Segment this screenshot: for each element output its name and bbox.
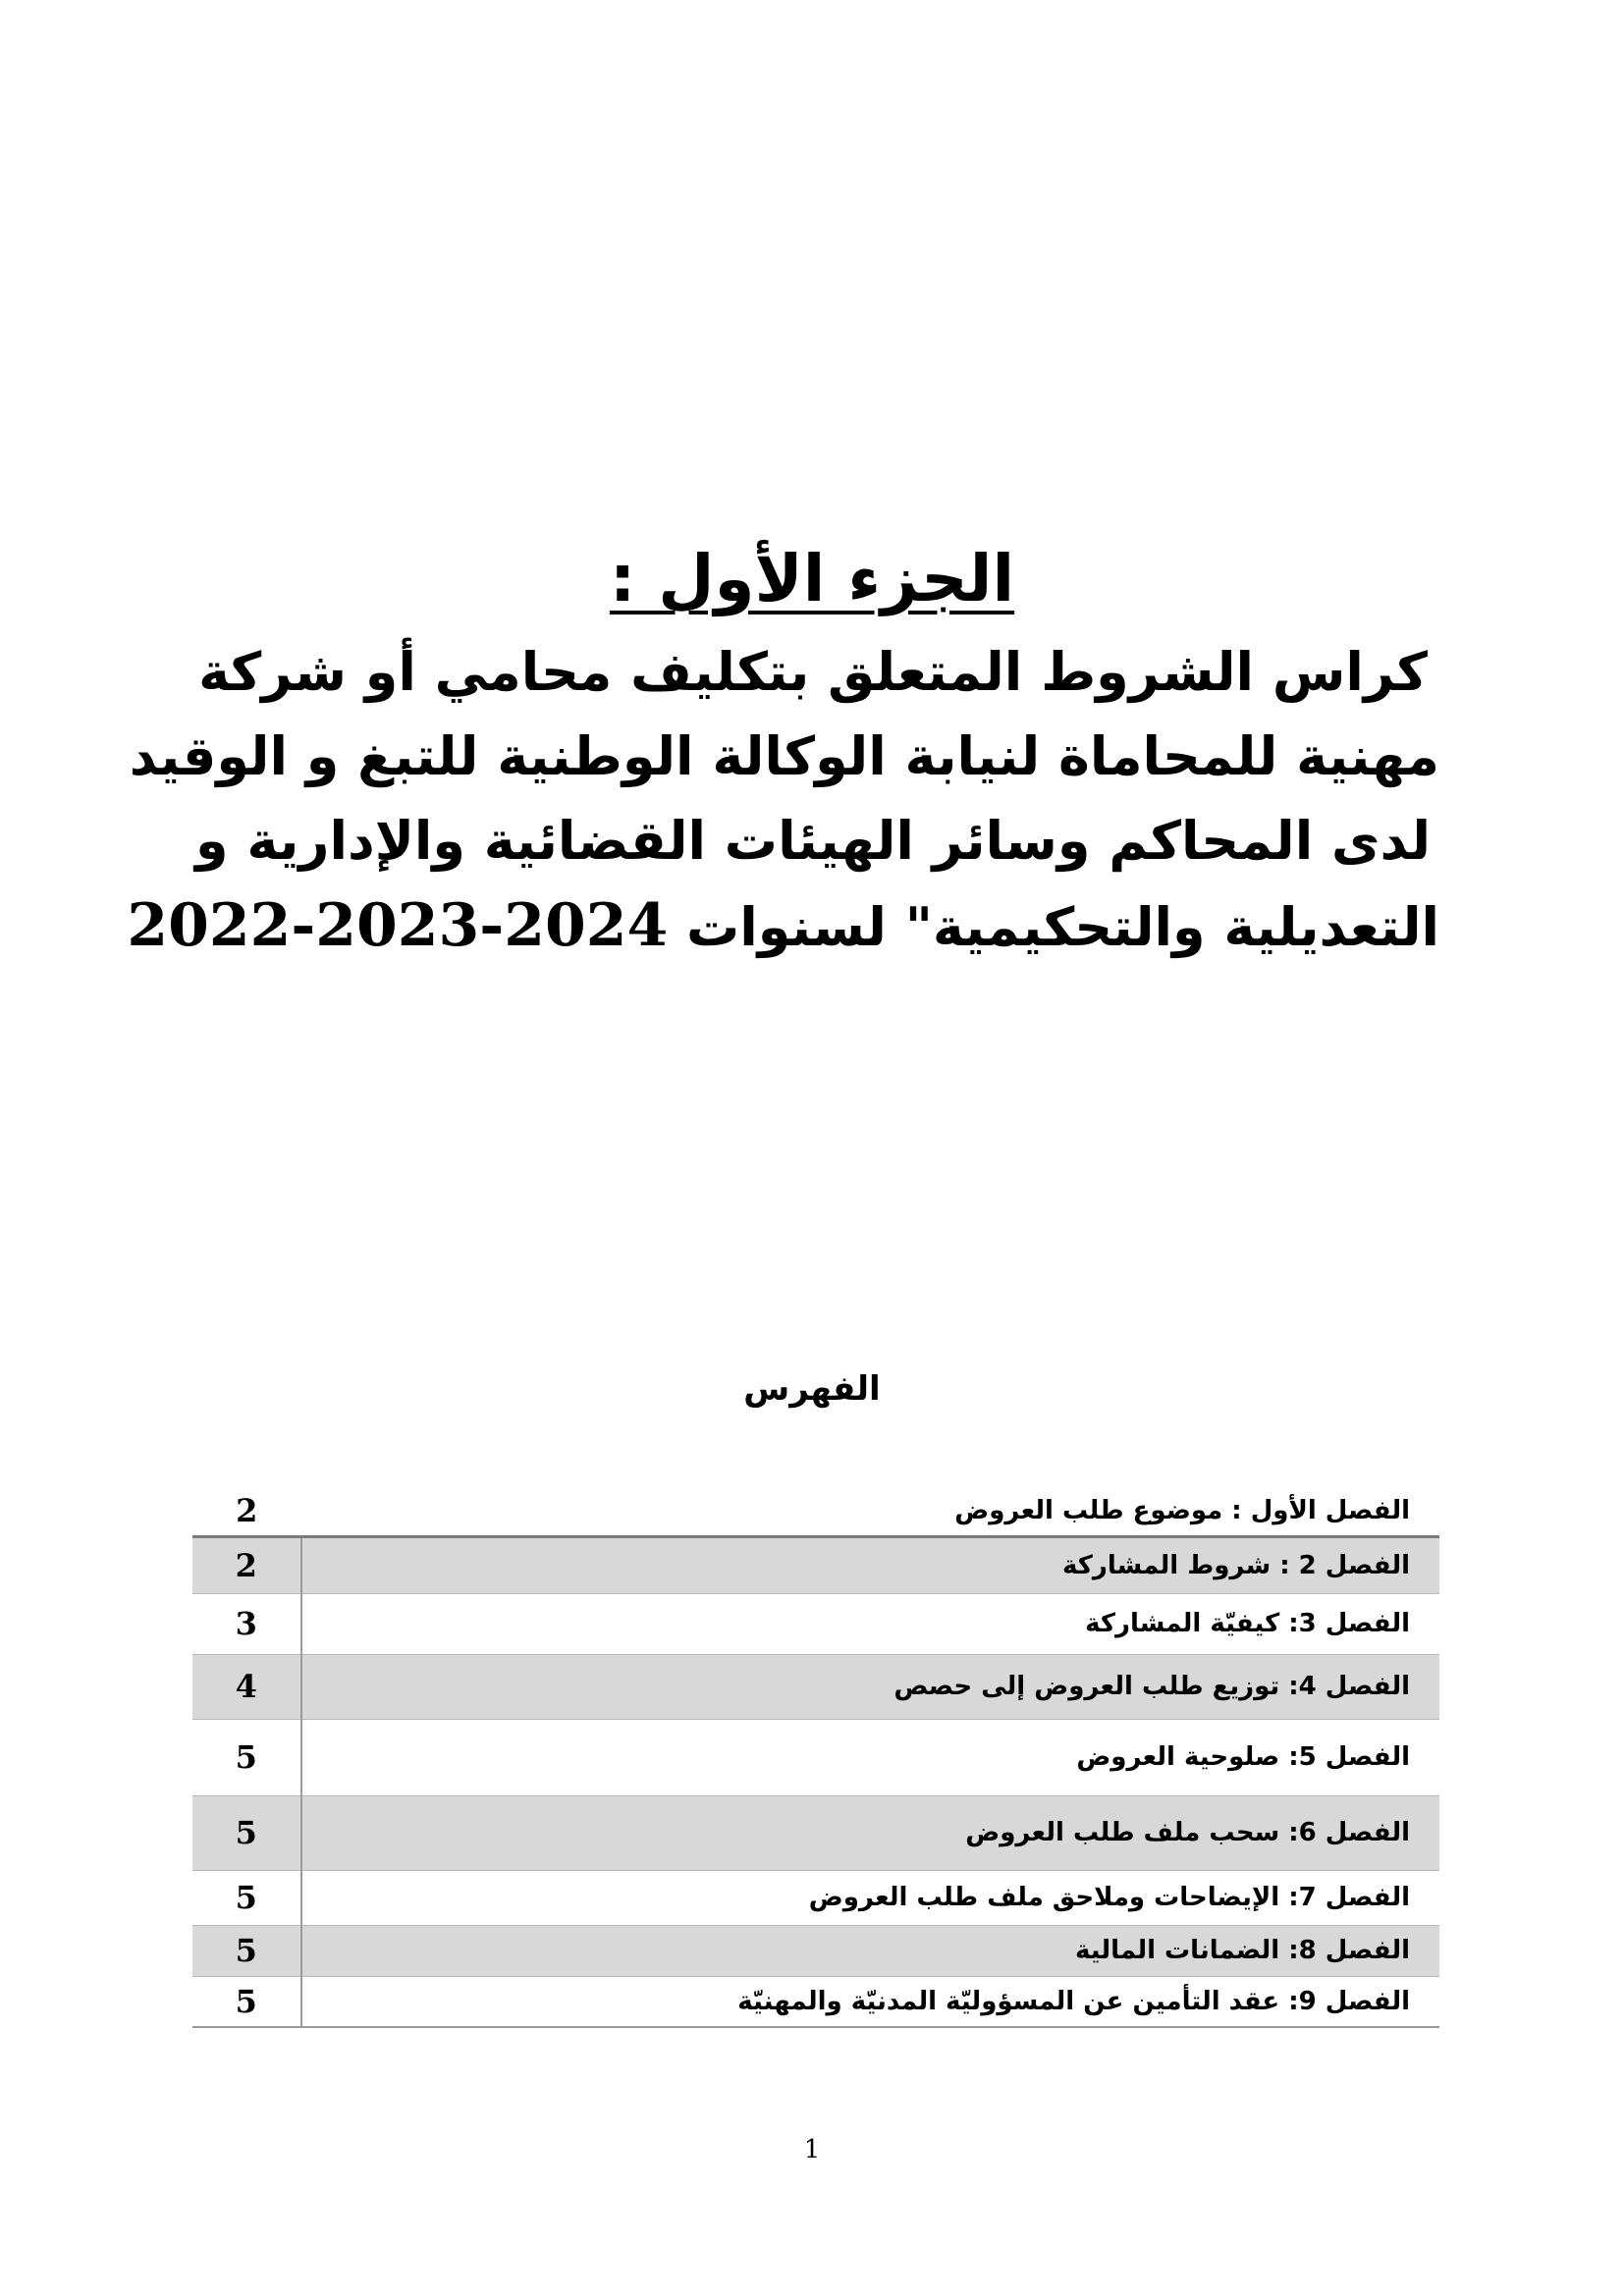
toc-entry-title: الفصل 6: سحب ملف طلب العروض: [301, 1795, 1439, 1870]
title-last-line-text: التعديلية والتحكيمية" لسنوات: [686, 896, 1439, 958]
toc-entry-page: 2: [236, 1492, 258, 1530]
title-line: لدى المحاكم وسائر الهيئات القضائية والإدارية و: [195, 810, 1431, 872]
title-years: 2022-2023-2024: [127, 891, 669, 960]
toc-entry-page: 5: [192, 1925, 301, 1976]
toc-entry-page: 5: [235, 1879, 257, 1916]
toc-entry-page: 5: [235, 1738, 257, 1776]
table-of-contents: [192, 1487, 1439, 2028]
toc-row: [192, 1976, 1439, 2027]
index-heading: الفهرس: [743, 1369, 881, 1409]
toc-entry-page: 4: [192, 1654, 301, 1719]
document-title: [127, 630, 1439, 970]
part-heading-container: [0, 538, 1624, 620]
toc-entry-title: الفصل 8: الضمانات المالية: [301, 1925, 1439, 1976]
toc-entry-page: 5: [235, 1982, 257, 2020]
toc-row: [192, 1487, 1439, 1536]
toc-row: [192, 1925, 1439, 1976]
toc-row: [192, 1719, 1439, 1795]
toc-entry-page: 5: [192, 1795, 301, 1870]
title-line: [127, 883, 1439, 970]
toc-row: [192, 1654, 1439, 1719]
toc-entry-page: 3: [235, 1605, 257, 1642]
toc-entry-title: الفصل 5: صلوحية العروض: [301, 1719, 1439, 1795]
toc-row: [192, 1795, 1439, 1870]
title-line: كراس الشروط المتعلق بتكليف محامي أو شركة: [198, 641, 1428, 703]
part-heading: الجزء الأول :: [609, 541, 1015, 616]
toc-row: [192, 1593, 1439, 1654]
toc-row: [192, 1870, 1439, 1925]
toc-body: [192, 1487, 1439, 2027]
toc-entry-title: الفصل 7: الإيضاحات وملاحق ملف طلب العروض: [301, 1870, 1439, 1925]
toc-entry-title: الفصل 3: كيفيّة المشاركة: [301, 1593, 1439, 1654]
toc-entry-title: الفصل 9: عقد التأمين عن المسؤوليّة المدنيّة والمهنيّة: [301, 1976, 1439, 2027]
toc-entry-page: 2: [192, 1536, 301, 1593]
toc-entry-title: الفصل الأول : موضوع طلب العروض: [954, 1496, 1410, 1526]
toc-entry-title: الفصل 2 : شروط المشاركة: [301, 1536, 1439, 1593]
toc-entry-title: الفصل 4: توزيع طلب العروض إلى حصص: [301, 1654, 1439, 1719]
page-number: 1: [803, 2135, 821, 2164]
toc-row: [192, 1536, 1439, 1593]
title-line: مهنية للمحاماة لنيابة الوكالة الوطنية للتبغ و الوقيد: [129, 725, 1439, 787]
